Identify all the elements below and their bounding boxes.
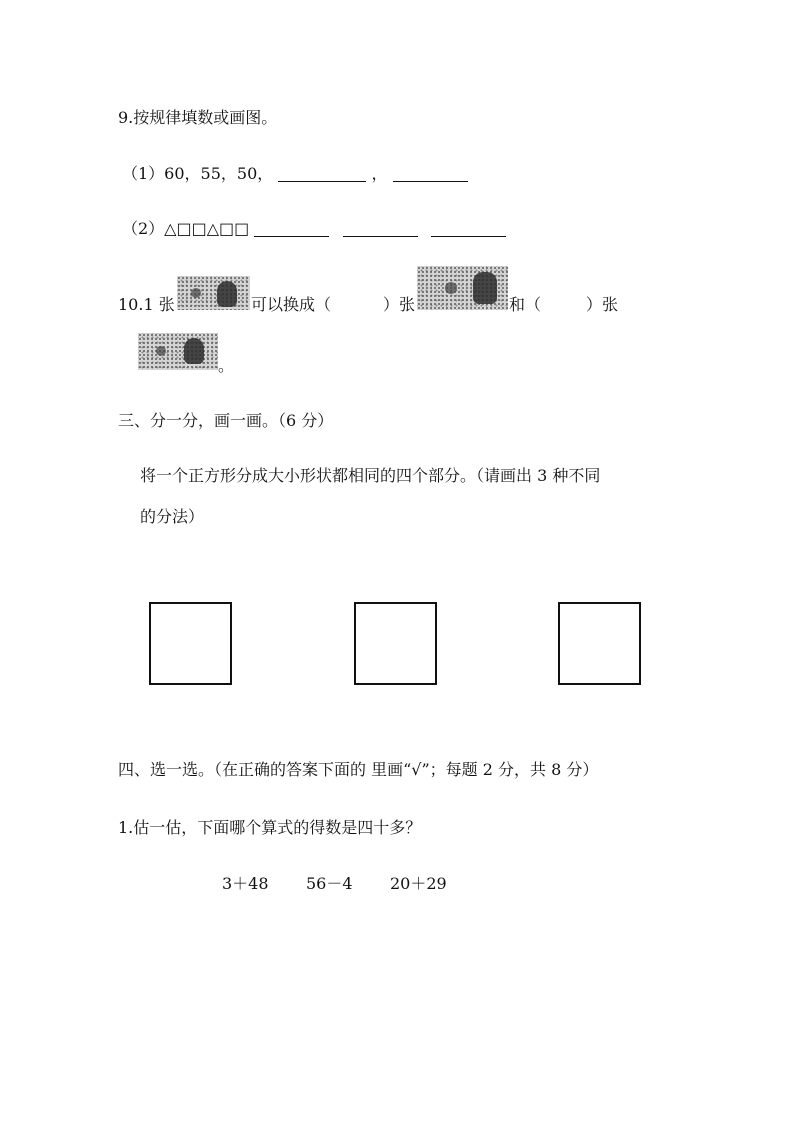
section3-instruction: 将一个正方形分成大小形状都相同的四个部分。（请画出 3 种不同 — [140, 466, 601, 485]
q10-end: 。 — [218, 356, 235, 375]
answer-blank[interactable] — [343, 220, 418, 237]
q10-text-4: ）张 — [586, 295, 619, 314]
answer-blank[interactable] — [431, 220, 506, 237]
drawing-square-3[interactable] — [558, 602, 641, 685]
q9-part2-label: （2）△□□△□□ — [122, 219, 250, 238]
q9-part1-label: （1）60，55，50， — [122, 164, 274, 183]
q10-prefix: 10.1 张 — [118, 295, 175, 314]
q10-text-3: 和（ — [509, 295, 542, 314]
q10-text-2: ）张 — [383, 295, 416, 314]
q9-part1-separator: ， — [371, 164, 388, 183]
q9-part1 — [122, 164, 468, 184]
answer-blank[interactable] — [278, 165, 366, 182]
drawing-square-2[interactable] — [354, 602, 437, 685]
section4-title: 四、选一选。（在正确的答案下面的 里画“√”；每题 2 分，共 8 分） — [118, 760, 599, 779]
drawing-square-1[interactable] — [149, 602, 232, 685]
section3-title: 三、分一分，画一画。（6 分） — [118, 411, 334, 430]
section3-instruction-cont: 的分法） — [140, 507, 205, 526]
option-3[interactable]: 20＋29 — [390, 874, 447, 893]
option-1[interactable]: 3＋48 — [222, 874, 269, 893]
q9-title: 9.按规律填数或画图。 — [118, 108, 278, 127]
section4-question-1: 1.估一估，下面哪个算式的得数是四十多？ — [118, 818, 422, 837]
banknote-image — [417, 266, 508, 310]
banknote-image — [177, 276, 250, 310]
banknote-image — [138, 333, 218, 370]
answer-blank[interactable] — [254, 220, 329, 237]
q9-part2 — [122, 219, 506, 239]
option-2[interactable]: 56－4 — [306, 874, 353, 893]
q10-text-1: 可以换成（ — [251, 295, 332, 314]
answer-blank[interactable] — [393, 165, 468, 182]
